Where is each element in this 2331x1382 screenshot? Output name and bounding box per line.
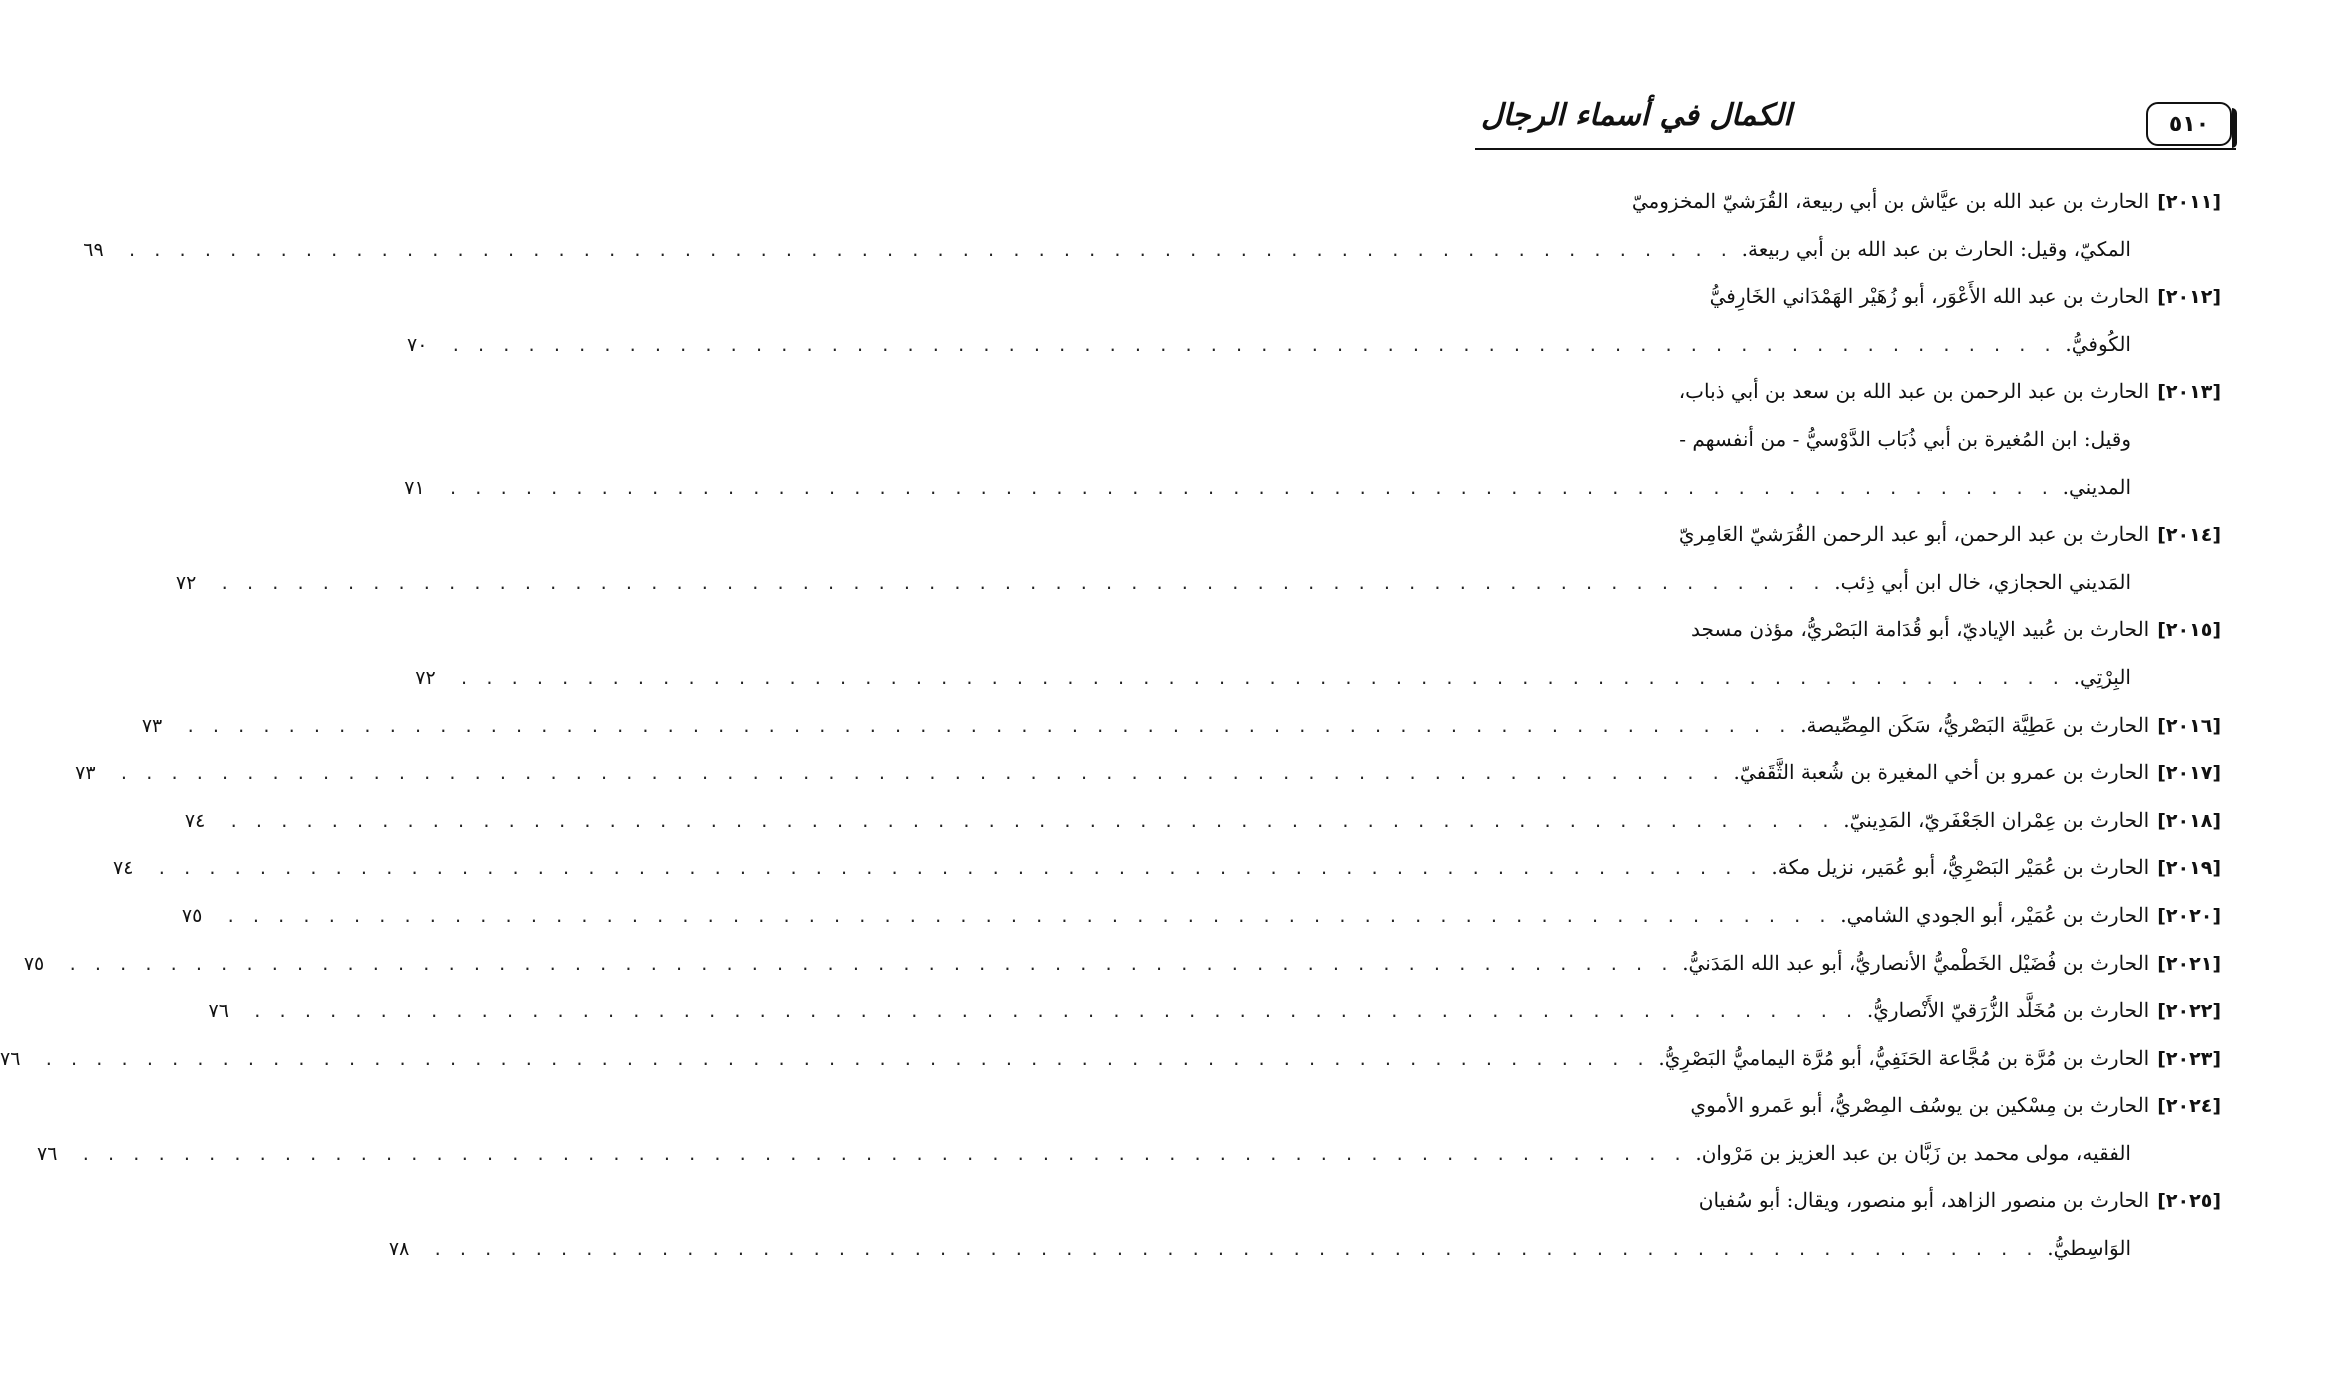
entry-number: [٢٠١٧] (2157, 762, 2221, 785)
entry-text: وقيل: ابن المُغيرة بن أبي ذُبَاب الدَّوْسيُّ - من أنفسهم - (1679, 426, 2131, 451)
index-entry (37, 1082, 2221, 1177)
entry-text: [٢٠١٨]الحارث بن عِمْران الجَعْفَريّ، المَدِينيّ. (1843, 807, 2221, 832)
entry-text: الحارث بن عبد الرحمن، أبو عبد الرحمن القُرَشيّ العَامِريّ (1678, 522, 2150, 547)
index-entry (175, 511, 2221, 606)
entry-number: [٢٠١٤] (2157, 524, 2221, 547)
entry-number: [٢٠٢١] (2157, 952, 2221, 975)
entry-text: الحارث بن عبد الله بن عيَّاش بن أبي ربيعة، القُرَشيّ المخزوميّ (1631, 189, 2150, 213)
entry-text: الحارث بن عبد الرحمن بن عبد الله بن سعد بن أبي ذباب، (1678, 379, 2150, 404)
entry-page-number: ٧٠ (407, 333, 428, 356)
entry-last-line (141, 702, 2221, 750)
entry-last-line (83, 226, 2221, 274)
entry-page-number: ٧٢ (175, 571, 197, 594)
entry-number: [٢٠١١] (2157, 191, 2221, 213)
entry-page-number: ٧٥ (181, 904, 203, 927)
leader-dots: . . . . . . . . . . . . . . . . . . . . . . . . . . . . . . . . . . . . . . . . . . . . . . . . . . . . . . . . . . . . . . . . (459, 668, 2064, 688)
leader-dots: . . . . . . . . . . . . . . . . . . . . . . . . . . . . . . . . . . . . . . . . . . . . . . . . . . . . . . . . . . . . . . . . (228, 811, 1834, 831)
entry-text: [٢٠١٩]الحارث بن عُمَيْر البَصْرِيُّ، أبو عُمَير، نزيل مكة. (1771, 855, 2221, 880)
entry-text: الحارث بن عبد الله الأَعْوَر، أبو زُهَيْر الهَمْدَاني الخَارِفيُّ (1709, 284, 2150, 309)
leader-dots: . . . . . . . . . . . . . . . . . . . . . . . . . . . . . . . . . . . . . . . . . . . . . . . . . . . . . . . . . . . . . . . . (81, 1144, 1686, 1164)
index-entry (404, 368, 2221, 511)
entry-number: [٢٠٢٠] (2157, 904, 2221, 927)
entry-number: [٢٠١٣] (2157, 381, 2221, 404)
leader-dots: . . . . . . . . . . . . . . . . . . . . . . . . . . . . . . . . . . . . . . . . . . . . . . . . . . . . . . . . . . . . . . . . (451, 335, 2056, 355)
leader-dots: . . . . . . . . . . . . . . . . . . . . . . . . . . . . . . . . . . . . . . . . . . . . . . . . . . . . . . . . . . . . . . . . (157, 859, 1762, 879)
entry-text: الحارث بن مِسْكين بن يوسُف المِصْريُّ، أبو عَمرو الأموي (1690, 1093, 2150, 1118)
entry-text: المَديني الحجازي، خال ابن أبي ذِئب. (1834, 569, 2131, 594)
entry-number: [٢٠١٢] (2157, 286, 2221, 309)
book-title: الكمال في أسماء الرجال (1481, 98, 1792, 133)
entry-line (1475, 511, 2221, 559)
entry-last-line (175, 559, 2221, 607)
entry-text: الفقيه، مولى محمد بن زَبَّان بن عبد العزيز بن مَرْوان. (1695, 1140, 2131, 1165)
page-number: ٥١٠ (2146, 102, 2232, 146)
entry-line (1475, 416, 2221, 464)
index-entry (208, 987, 2221, 1035)
leader-dots: . . . . . . . . . . . . . . . . . . . . . . . . . . . . . . . . . . . . . . . . . . . . . . . . . . . . . . . . . . . . . . . . (252, 1002, 1857, 1022)
entry-page-number: ٧٢ (415, 666, 436, 689)
index-entry (23, 940, 2221, 988)
entry-line (1475, 368, 2221, 416)
index-entry (415, 606, 2221, 701)
leader-dots: . . . . . . . . . . . . . . . . . . . . . . . . . . . . . . . . . . . . . . . . . . . . . . . . . . . . . . . . . . . . . . . . (44, 1049, 1649, 1069)
entry-text: [٢٠٢٠]الحارث بن عُمَيْر، أبو الجودي الشامي. (1840, 902, 2221, 927)
entry-page-number: ٧٣ (75, 762, 96, 785)
entry-text: [٢٠٢٣]الحارث بن مُرَّة بن مُجَّاعة الحَنَفِيُّ، أبو مُرَّة اليماميُّ البَصْرِيُّ. (1658, 1045, 2221, 1070)
leader-dots: . . . . . . . . . . . . . . . . . . . . . . . . . . . . . . . . . . . . . . . . . . . . . . . . . . . . . . . . . . . . . . . . (219, 573, 1825, 593)
entry-text: [٢٠٢٢]الحارث بن مُخَلَّد الزُّرَقيّ الأَنْصاريُّ. (1866, 998, 2221, 1023)
entry-last-line (75, 749, 2221, 797)
entry-number: [٢٠١٩] (2157, 857, 2221, 880)
entry-text: [٢٠١٦]الحارث بن عَطِيَّة البَصْريُّ، سَكَن المِصِّيصة. (1800, 712, 2221, 737)
entry-page-number: ٧٦ (208, 1000, 229, 1023)
page-header (1475, 96, 2236, 152)
entry-text: [٢٠٢١]الحارث بن فُضَيْل الخَطْميُّ الأنصاريُّ، أبو عبد الله المَدَنيُّ. (1682, 950, 2221, 975)
index-entry (113, 844, 2221, 892)
entry-last-line (388, 1225, 2221, 1273)
entry-number: [٢٠١٦] (2157, 714, 2221, 737)
index-entry (83, 178, 2221, 273)
index-entry (181, 892, 2221, 940)
entry-page-number: ٧٤ (184, 809, 206, 832)
entry-line (1475, 1177, 2221, 1225)
entry-last-line (407, 321, 2221, 369)
entry-last-line (0, 1035, 2221, 1083)
entry-number: [٢٠١٨] (2157, 809, 2221, 832)
leader-dots: . . . . . . . . . . . . . . . . . . . . . . . . . . . . . . . . . . . . . . . . . . . . . . . . . . . . . . . . . . . . . . . . (225, 906, 1831, 926)
entry-page-number: ٦٩ (83, 238, 104, 261)
entry-number: [٢٠١٥] (2157, 619, 2221, 642)
entry-last-line (23, 940, 2221, 988)
entry-number: [٢٠٢٢] (2157, 1000, 2221, 1023)
entry-page-number: ٧٦ (37, 1142, 58, 1165)
entry-last-line (181, 892, 2221, 940)
entry-line (1475, 606, 2221, 654)
entry-page-number: ٧٣ (141, 714, 163, 737)
entry-text: الكُوفيُّ. (2065, 331, 2131, 356)
entry-last-line (37, 1130, 2221, 1178)
leader-dots: . . . . . . . . . . . . . . . . . . . . . . . . . . . . . . . . . . . . . . . . . . . . . . . . . . . . . . . . . . . . . . . . (448, 478, 2053, 498)
leader-dots: . . . . . . . . . . . . . . . . . . . . . . . . . . . . . . . . . . . . . . . . . . . . . . . . . . . . . . . . . . . . . . . . (432, 1240, 2038, 1260)
entry-page-number: ٧٦ (0, 1047, 21, 1070)
index-entry (75, 749, 2221, 797)
entry-page-number: ٧٨ (388, 1238, 410, 1261)
index-entry (184, 797, 2221, 845)
index-entry (0, 1035, 2221, 1083)
entry-page-number: ٧٥ (23, 952, 45, 975)
leader-dots: . . . . . . . . . . . . . . . . . . . . . . . . . . . . . . . . . . . . . . . . . . . . . . . . . . . . . . . . . . . . . . . . (127, 240, 1732, 260)
entry-line (1475, 1082, 2221, 1130)
index-entry (407, 273, 2221, 368)
entry-page-number: ٧١ (404, 476, 425, 499)
entry-line (1475, 178, 2221, 226)
entry-text: الحارث بن عُبيد الإياديّ، أبو قُدَامة البَصْريُّ، مؤذن مسجد (1691, 617, 2150, 642)
index-entry (388, 1177, 2221, 1272)
entry-number: [٢٠٢٥] (2157, 1190, 2221, 1213)
entry-number: [٢٠٢٤] (2157, 1095, 2221, 1118)
leader-dots: . . . . . . . . . . . . . . . . . . . . . . . . . . . . . . . . . . . . . . . . . . . . . . . . . . . . . . . . . . . . . . . . (185, 716, 1791, 736)
entry-last-line (415, 654, 2221, 702)
leader-dots: . . . . . . . . . . . . . . . . . . . . . . . . . . . . . . . . . . . . . . . . . . . . . . . . . . . . . . . . . . . . . . . . (119, 764, 1724, 784)
leader-dots: . . . . . . . . . . . . . . . . . . . . . . . . . . . . . . . . . . . . . . . . . . . . . . . . . . . . . . . . . . . . . . . . (67, 954, 1673, 974)
index-entry (141, 702, 2221, 750)
index-entries (0, 178, 2221, 1273)
entry-last-line (208, 987, 2221, 1035)
entry-text: البِرْتِي. (2073, 664, 2131, 689)
entry-line (1475, 273, 2221, 321)
entry-page-number: ٧٤ (113, 857, 134, 880)
entry-number: [٢٠٢٣] (2157, 1047, 2221, 1070)
entry-last-line (184, 797, 2221, 845)
entry-text: الحارث بن منصور الزاهد، أبو منصور، ويقال: أبو سُفيان (1698, 1188, 2150, 1213)
header-rule (1475, 148, 2236, 150)
entry-text: [٢٠١٧]الحارث بن عمرو بن أخي المغيرة بن شُعبة الثَّقَفيّ. (1733, 760, 2221, 785)
entry-text: المديني. (2062, 474, 2131, 499)
entry-last-line (113, 844, 2221, 892)
entry-text: الوَاسِطيُّ. (2047, 1236, 2131, 1261)
entry-text: المكيّ، وقيل: الحارث بن عبد الله بن أبي ربيعة. (1741, 236, 2131, 261)
entry-last-line (404, 464, 2221, 512)
